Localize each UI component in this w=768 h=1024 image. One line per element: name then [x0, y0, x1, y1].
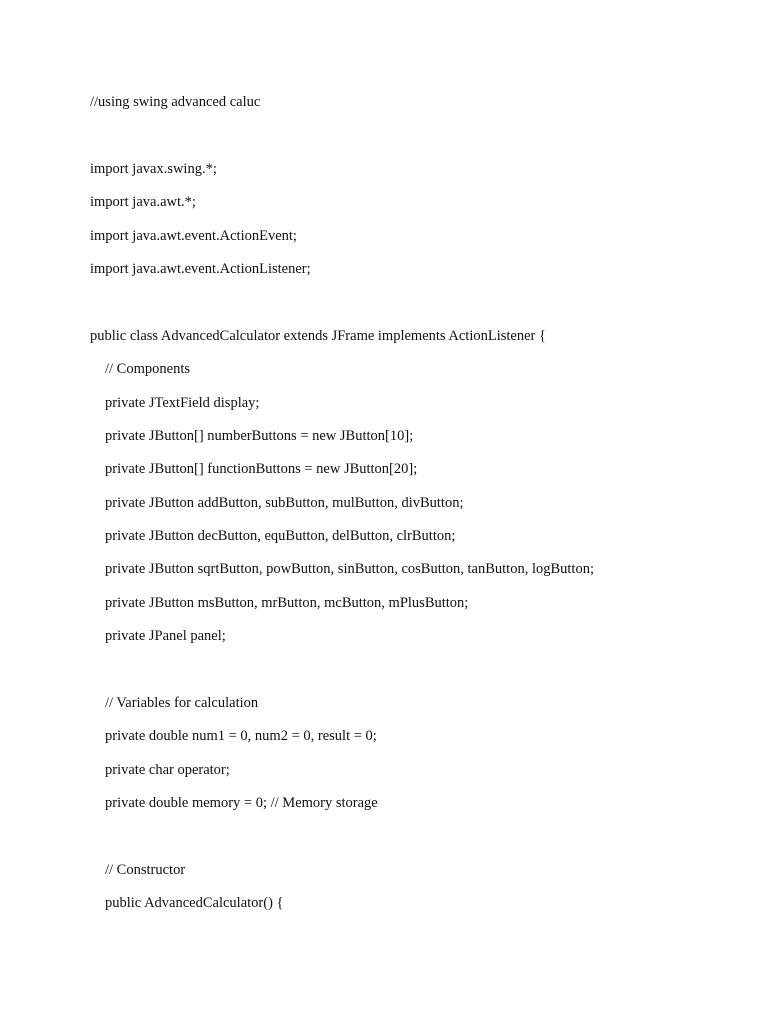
comment-line: // Constructor [105, 861, 186, 878]
field-declaration-line: private JButton[] numberButtons = new JButton[10]; [105, 427, 414, 444]
comment-line: //using swing advanced caluc [90, 94, 261, 110]
blank-line [90, 827, 730, 860]
field-declaration-line: private JButton decButton, equButton, delButton, clrButton; [105, 528, 456, 545]
code-listing [90, 92, 730, 927]
import-line: import java.awt.event.ActionListener; [90, 260, 311, 277]
blank-line [90, 125, 730, 158]
blank-line [90, 660, 730, 693]
constructor-declaration-line: public AdvancedCalculator() { [105, 895, 284, 912]
comment-line: // Variables for calculation [105, 695, 259, 712]
field-declaration-line: private double memory = 0; // Memory storage [105, 795, 378, 812]
field-declaration-line: private JButton msButton, mrButton, mcButton, mPlusButton; [105, 594, 469, 611]
field-declaration-line: private JButton[] functionButtons = new JButton[20]; [105, 461, 418, 478]
import-line: import javax.swing.*; [90, 160, 217, 177]
field-declaration-line: private char operator; [105, 761, 230, 778]
blank-line [90, 292, 730, 325]
field-declaration-line: private JButton addButton, subButton, mulButton, divButton; [105, 494, 464, 511]
field-declaration-line: private double num1 = 0, num2 = 0, result = 0; [105, 728, 377, 745]
import-line: import java.awt.*; [90, 194, 196, 211]
import-line: import java.awt.event.ActionEvent; [90, 227, 297, 244]
field-declaration-line: private JTextField display; [105, 394, 260, 411]
comment-line: // Components [105, 361, 190, 378]
field-declaration-line: private JPanel panel; [105, 628, 226, 645]
class-declaration-line: public class AdvancedCalculator extends JFrame implements ActionListener { [90, 327, 546, 344]
field-declaration-line: private JButton sqrtButton, powButton, sinButton, cosButton, tanButton, logButton; [105, 561, 594, 578]
